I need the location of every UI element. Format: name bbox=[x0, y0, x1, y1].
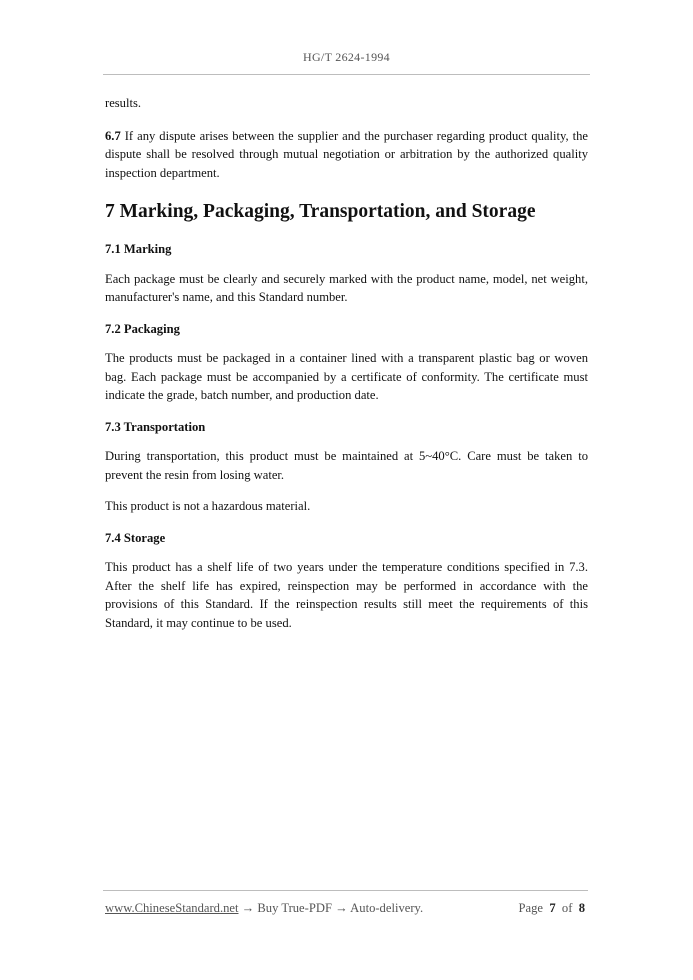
section-7-1-paragraph: Each package must be clearly and securely marked with the product name, model, net weight, manufacturer's name, and this Standard number. bbox=[105, 271, 588, 304]
footer-promo bbox=[105, 901, 423, 916]
current-page: 7 bbox=[549, 901, 556, 915]
document-body bbox=[105, 94, 588, 645]
section-7-2-heading: 7.2 Packaging bbox=[105, 321, 180, 336]
section-7-title: 7 Marking, Packaging, Transportation, and Storage bbox=[105, 201, 536, 222]
header-divider bbox=[103, 74, 590, 75]
clause-6-7-number: 6.7 bbox=[105, 128, 121, 143]
website-link[interactable]: www.ChineseStandard.net bbox=[105, 901, 239, 915]
section-7-3-paragraph-2: This product is not a hazardous material. bbox=[105, 499, 311, 513]
section-7-3-paragraph-1: During transportation, this product must be maintained at 5~40°C. Care must be taken to prevent the resin from losing water. bbox=[105, 449, 588, 482]
section-7-4-heading: 7.4 Storage bbox=[105, 530, 166, 545]
total-pages: 8 bbox=[578, 901, 585, 915]
section-7-1-heading: 7.1 Marking bbox=[105, 242, 172, 256]
clause-6-7 bbox=[105, 127, 588, 183]
section-7-3-heading: 7.3 Transportation bbox=[105, 419, 206, 434]
page-indicator bbox=[519, 901, 585, 916]
page-label: Page bbox=[518, 901, 544, 915]
page-header bbox=[0, 50, 693, 65]
standard-code: HG/T 2624-1994 bbox=[303, 50, 390, 64]
continued-text: results. bbox=[105, 96, 142, 110]
arrow-icon: → bbox=[335, 901, 348, 915]
buy-text: Buy True-PDF bbox=[257, 901, 332, 915]
of-label: of bbox=[561, 901, 573, 915]
clause-6-7-text: If any dispute arises between the supplier and the purchaser regarding product quality, the dispute shall be resolved through mutual negotiation or arbitration by the authorized quality inspection department. bbox=[105, 128, 588, 180]
section-7-4-paragraph: This product has a shelf life of two years under the temperature conditions specified in 7.3. After the shelf life has expired, reinspection may be performed in accordance with the provisions of this Standard. If the reinspection results still meet the requirements of this Standard, it may continue to be used. bbox=[105, 560, 588, 630]
arrow-icon: → bbox=[241, 901, 255, 915]
section-7-2-paragraph: The products must be packaged in a container lined with a transparent plastic bag or woven bag. Each package must be accompanied by a certificate of conformity. The certificate must indicate the grade, batch number, and production date. bbox=[105, 351, 588, 402]
delivery-text: Auto-delivery. bbox=[350, 901, 424, 915]
footer-divider bbox=[103, 890, 588, 891]
